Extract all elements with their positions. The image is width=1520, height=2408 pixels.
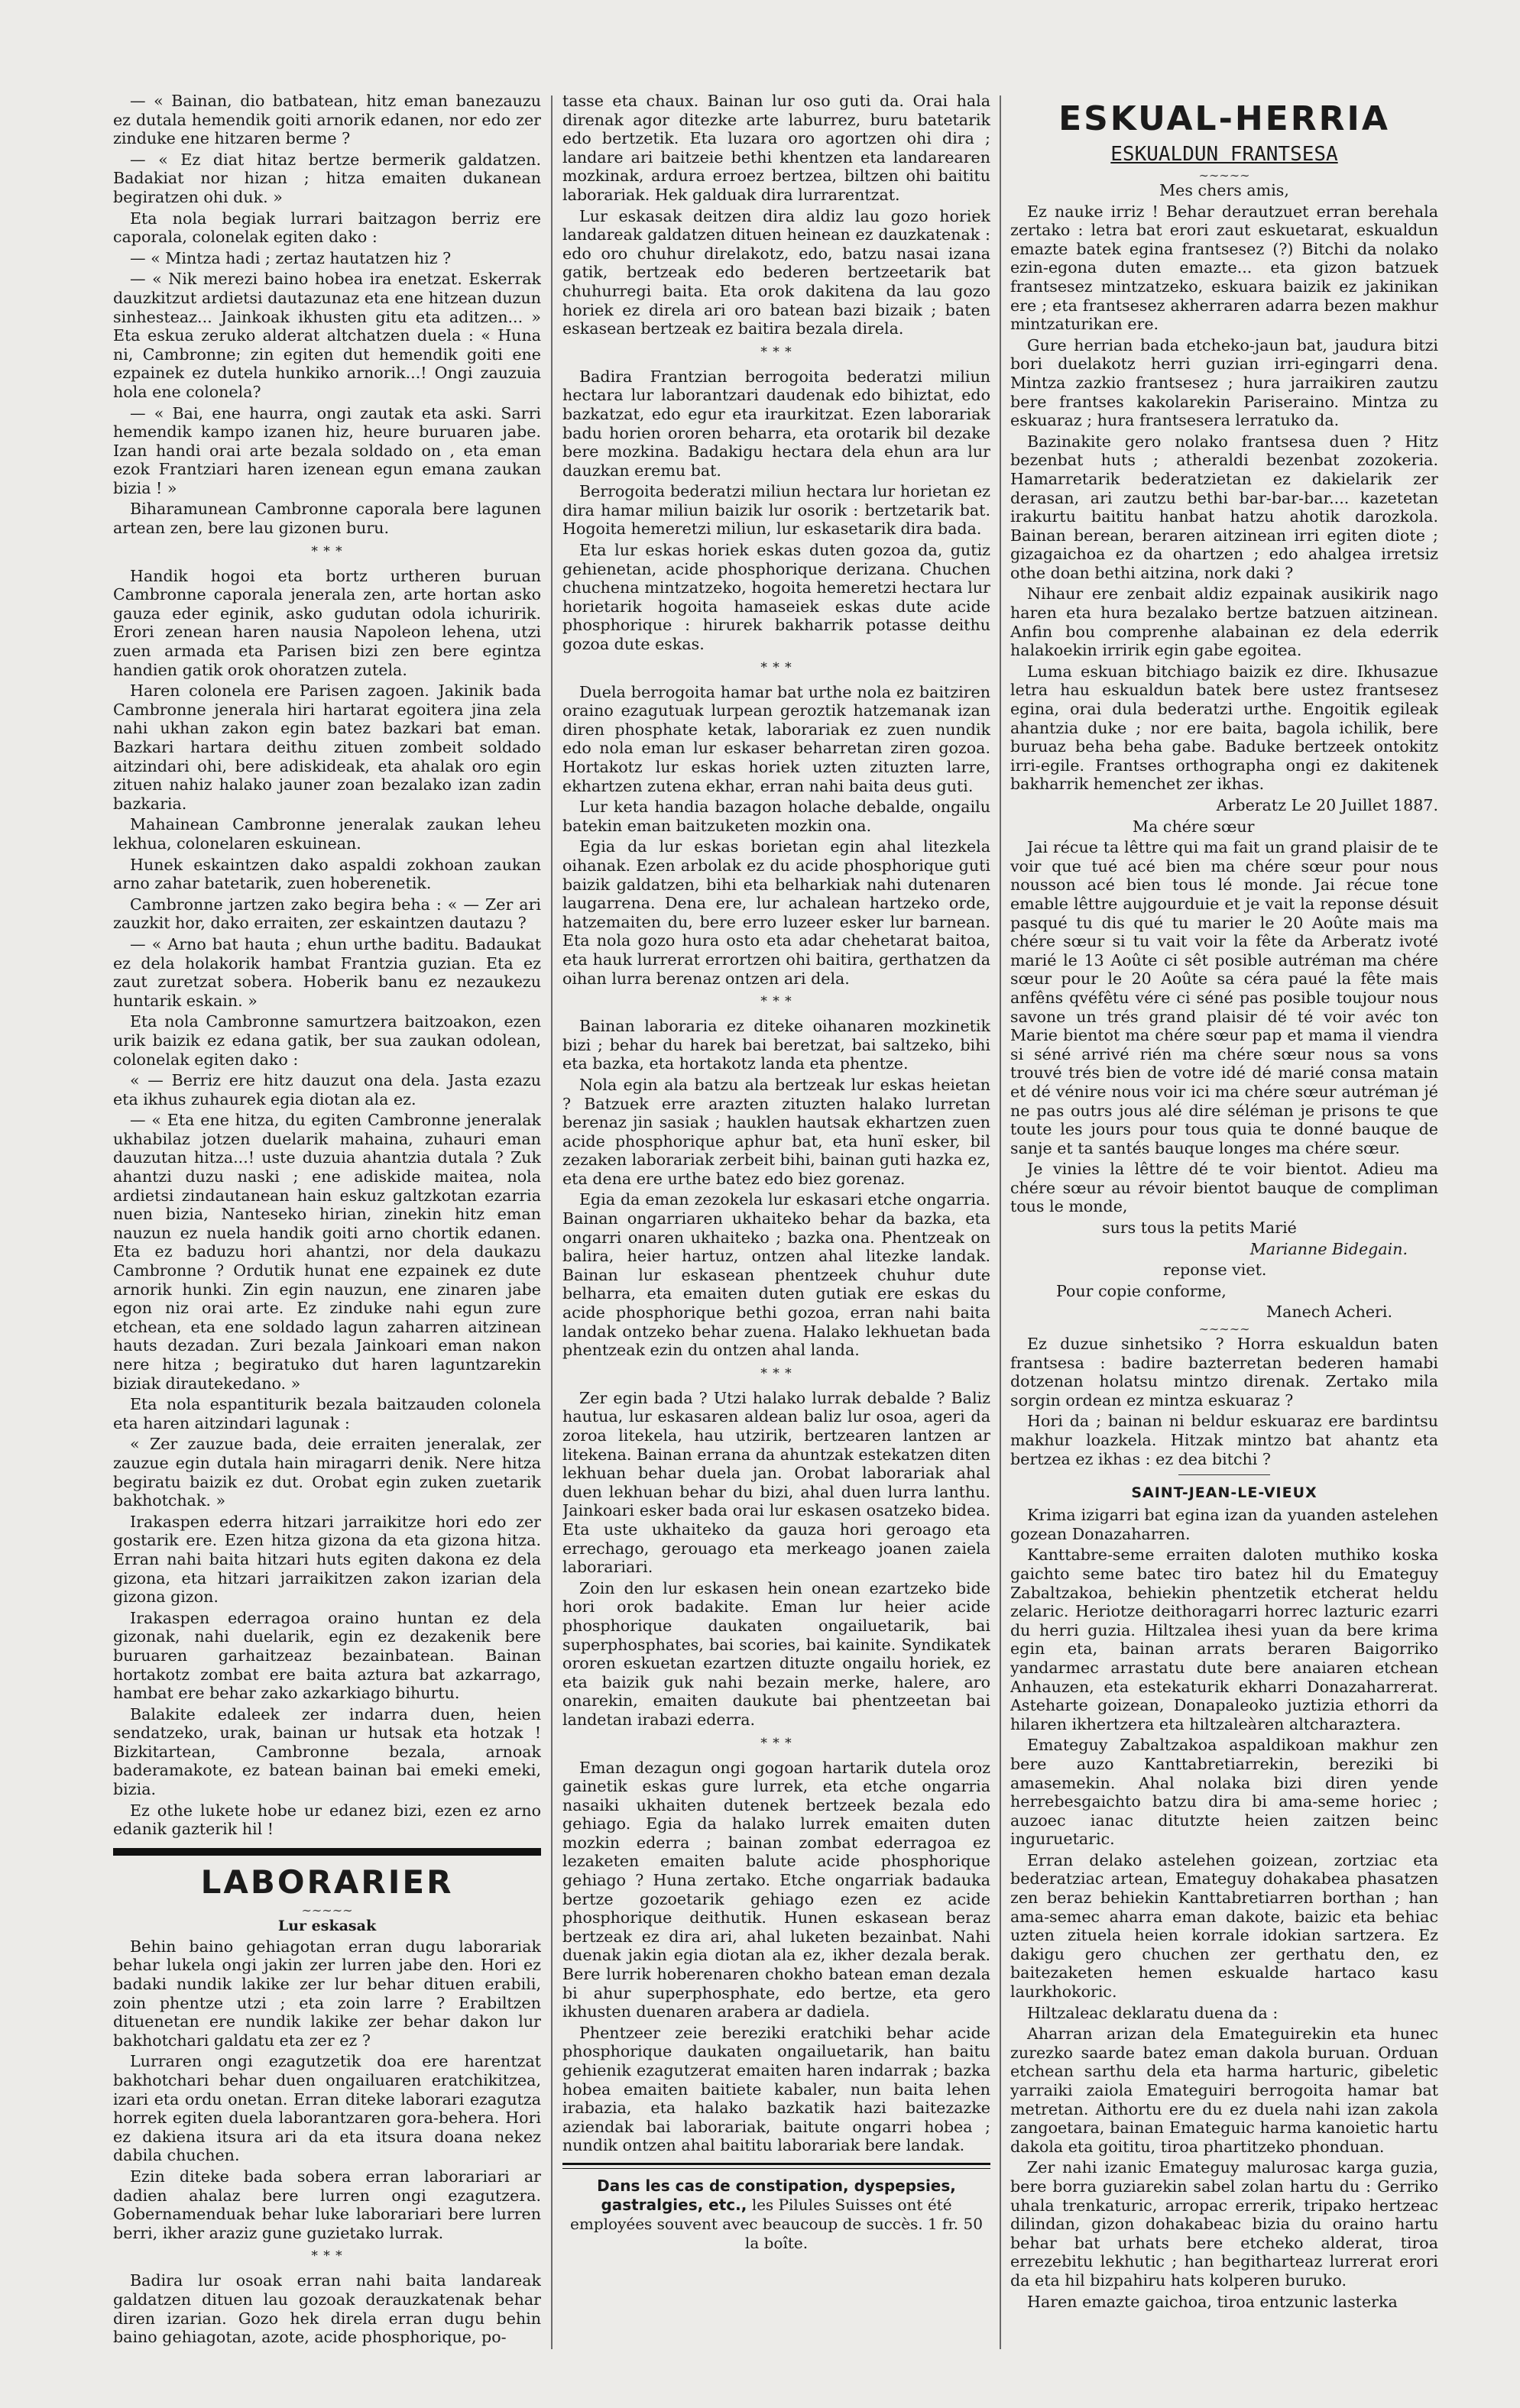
letter-body: Jai récue ta lêttre qui ma fait un grand plaisir de te voir que tué acé bien ma chére sœur pour nous nousson acé bien tous lé monde. Jai récue tone emable lêttre aujgourduie et je vait la reponse désuit pasqué tu dis qué tu marier le 20 Aoûte mais ma chére sœur si tu vait voir la fête da Arberatz ivoté marié le 13 Aoûte ci sêt posible autréman ma chére sœur pour le 20 Aoûte sa céra paué la fête mais anfêns qvéfêtu vére ci séné pas posible toujour nous savone un trés grand plaisir dé té voir avéc ton Marie bientot ma chére sœur pap et mama il viendra si séné arrivé rién ma chére sœur nous sa vons trouvé trés bien de votre idé dé marié consa matain et dé vénire nous voir ici ma chére sœur autréman jé ne pas outrs jous alé dire séléman je prisons te que toute les jours pour tous quia te donné bauque de sanje et ta santés bauque longes ma chére sœur. [1010, 838, 1438, 1157]
paragraph: Luma eskuan bitchiago baizik ez dire. Ikhusazue letra hau eskualdun batek bere ustez frantsesez egina, orai dula bederatzi urthe. Engoitik egileak ahantzia duke ; nor ere baita, bagola ichilik, bere buruaz beha beha gabe. Baduke bertzeek ontokitz irri-egile. Frantses orthographa ongi ez dakitenek bakharrik hemenchet zer ikhas. [1010, 662, 1438, 794]
column-2 [562, 92, 990, 2368]
ornament: ∼∼∼∼∼ [1198, 1322, 1250, 1337]
paragraph: Eman dezagun ongi gogoan hartarik dutela oroz gainetik eskas gure lurrek, eta etche ongarria nasaiki ukhaiten dutenek bertzeek bezala edo gehiago. Egia da halako lurrek emaiten duten mozkin ederra ; bainan zombat ederragoa ez lezaketen emaiten balute acide phosphorique gehiago ? Huna zertako. Etche ongarriak badauka bertze gozoetarik gehiago ezen ez acide phosphorique deithutik. Hunen eskasean beraz bertzeak ez dira ari, ahal luketen bezainbat. Nahi duenak jakin egia diotan ala ez, ikher dezala berak. Bere lurrik hoberenaren chokho batean eman dezala bi ahur superphosphate, edo bertze, eta gero ikhusten duenaren arabera ar dadiela. [562, 1758, 990, 2021]
paragraph: Hori da ; bainan ni beldur eskuaraz ere bardintsu makhur loazkela. Hitzak mintzo bat ahantz eta bertzea ez ikhas : ez dea bitchi ? [1010, 1412, 1438, 1468]
paragraph: Egia da lur eskas borietan egin ahal litezkela oihanak. Ezen arbolak ez du acide phosphorique guti baizik galdatzen, bihi eta belharkiak nahi dutenaren laugarrena. Dena ere, lur achalean hartzeko orde, hatzemaiten du, bere erro luzeer esker lur barnean. Eta nola gozo hura osto eta adar chehetarat baitoa, eta hauk lurrerat errortzen ohi baitira, gerthatzen da oihan lurra berenaz ontzen ari dela. [562, 837, 990, 988]
column-divider [1000, 95, 1001, 2349]
paragraph: — « Mintza hadi ; zertaz hautatzen hiz ? [130, 248, 452, 267]
ad-body: les Pilules Suisses ont été employées souvent avec beaucoup de succès. 1 fr. 50 la boîte. [570, 2195, 983, 2252]
paragraph: — « Bai, ene haurra, ongi zautak eta aski. Sarri hemendik kampo izanen hiz, heure buruaren jabe. Izan handi orai arte bezala soldado on , eta eman ezok Frantziari haren izenean egun emana zaukan bizia ! » [113, 403, 541, 497]
paragraph: Zer nahi izanic Emateguy malurosac karga guzia, bere borra guziarekin sabel zolan hartu du : Gerriko uhala trenkaturic, arropac errerik, tripako hertzeac dilindan, gizon dohakabeac bizia du oraino hartu behar bat urhats bere etcheko alderat, tiroa errezebitu lekhutic ; han begitharteaz lurrerat erori da eta hil bizpahiru hats kolperen buruko. [1010, 2158, 1438, 2290]
section-separator: * * * [760, 659, 792, 675]
paragraph: Irakaspen ederra hitzari jarraikitze hori edo zer gostarik ere. Ezen hitza gizona da eta gizona hitza. Erran nahi baita hitzari huts egiten dakona ez dela gizona, eta hitzari jarraikitzen zakon izarian dela gizona gizon. [113, 1512, 541, 1607]
paragraph: Zer egin bada ? Utzi halako lurrak debalde ? Baliz hautua, lur eskasaren aldean baliz lur osoa, ageri da zoroa litekela, hau utzirik, bertzearen lantzen ar litekena. Bainan errana da ahuntzak estekatzen diten lekhuan behar duela jan. Orobat laborariak ahal duen lekhuan behar du bizi, ahal duen lurra lanthu. Jainkoari esker bada orai lur eskasen osatzeko bidea. Eta uste ukhaiteko da gauza hori geroago eta errechago, gerouago eta merkeago joanen zaiela laborariari. [562, 1388, 990, 1577]
paragraph: Irakaspen ederragoa oraino huntan ez dela gizonak, nahi duelarik, egin ez dezakenik bere buruaren garhaitzeaz bezainbatean. Bainan hortakotz zombat ere baita aztura bat azkarrago, hambat ere behar zako azkarkiago bihurtu. [113, 1608, 541, 1703]
paragraph: Ez duzue sinhetsiko ? Horra eskualdun baten frantsesa : badire bazterretan bederen hamabi dotzenan holatsu mintzo direnak. Zertako mila sorgin ordean ez mintza eskuaraz ? [1010, 1335, 1438, 1410]
paragraph: Lur eskasak deitzen dira aldiz lau gozo horiek landareak galdatzen dituen heinean ez dauzkatenak : edo oro chuhur direlakotz, edo, batzu nasai izana gatik, bertzeak edo bederen bertzeetarik bat chuhurregi baita. Eta orok dakitena da lau gozo horiek ez direla ari oro batean bazi bizaik ; baten eskasean bertzeak ez baitira bezala direla. [562, 206, 990, 338]
ad-headline: Dans les cas de constipation, dyspepsies, gastralgies, etc., [597, 2176, 956, 2214]
paragraph: Handik hogoi eta bortz urtheren buruan Cambronne caporala jenerala zen, arte hortan asko gauza eder eginik, asko gudutan odola ichuririk. Erori zenean haren nausia Napoleon lehena, utzi zuen armada eta Parisen bizi zen bere egintza handien gatik orok ohoratzen zutela. [113, 566, 541, 679]
paragraph: Berrogoita bederatzi miliun hectara lur horietan ez dira hamar miliun baizik lur osorik : bertzetarik bat. Hogoita hemeretzi miliun, lur eskasetarik dira bada. [562, 482, 990, 539]
section-separator: * * * [311, 2248, 343, 2264]
paragraph: Ez othe lukete hobe ur edanez bizi, ezen ez arno edanik gazterik hil ! [113, 1801, 541, 1839]
paragraph: Gure herrian bada etcheko-jaun bat, jaudura bitzi bori duelakotz herri guzian irri-egingarri dena. Mintza zazkio frantsesez ; hura jarraikiren zautzu bere frantses kakolarekin Pariseraino. Mintza zu eskuaraz ; hura frantsesera lerratuko da. [1010, 335, 1438, 430]
paragraph: Ezin diteke bada sobera erran laborariari ar dadien ahalaz bere lurren ongi ezagutzera. Gobernamenduak behar luke laborariari bere lurren berri, ikher araziz gune guzietako lurrak. [113, 2167, 541, 2242]
letter-body: Je vinies la lêttre dé te voir bientot. Adieu ma chére sœur au révoir bientot bauque de compliman tous le monde, [1010, 1160, 1438, 1216]
paragraph: Emateguy Zabaltzakoa aspaldikoan makhur zen bere auzo Kanttabretiarrekin, bereziki bi amasemekin. Ahal nolaka bizi diren yende herrebesgaichto batzu dira bi ama-seme horiec ; auzoec ianac ditutzte heien zaitzen beinc inguruetaric. [1010, 1736, 1438, 1849]
section-rule [1178, 1474, 1270, 1475]
paragraph: — « Arno bat hauta ; ehun urthe baditu. Badaukat ez dela holakorik hambat Frantzia guzian. Eta ez zaut zuretzat sobera. Hoberik banu ez nezaukezu huntarik eskain. » [113, 934, 541, 1010]
paragraph: « Zer zauzue bada, deie erraiten jeneralak, zer zauzue egin dutala hain miragarri denik. Nere hitza begiratu baizik ez dut. Orobat egin zuken zuetarik bakhotchak. » [113, 1435, 541, 1510]
ad-rule [562, 2163, 990, 2169]
paragraph: Aharran arizan dela Emateguirekin eta hunec zurezko saarde batez eman dakola buruan. Orduan etchean sarthu dela eta harma harturic, gibeletic yarraiki zaiola Emateguiri berrogoita hamar bat metretan. Aithortu ere du ez duela nahi izan zakola zangoetara, bainan Emateguic harma kanoietic hartu dakola eta goititu, tiroa phartitzeko phonduan. [1010, 2024, 1438, 2156]
letter-closing: surs tous la petits Marié [1102, 1219, 1297, 1238]
paragraph: Erran delako astelehen goizean, zortziac eta bederatziac artean, Emateguy dohakabea phasatzen zen beraz behiekin Kanttabretiarren borthan ; han ama-semec aharra eman dakote, baizic eta behiac uzten zituela heien korrale idokian sartzera. Ez dakigu gero chuchen zer gerthatu den, ez baitezaketen hemen eskualde hartaco kasu laurkhokoric. [1010, 1850, 1438, 2002]
section-rule [113, 1848, 541, 1856]
paragraph: Nola egin ala batzu ala bertzeak lur eskas heietan ? Batzuek erre arazten zituzten halako lurretan berenaz jin sasiak ; hauklen hautsak ekhartzen zuen acide phosphorique aphur bat, eta hunï esker, bil zezaken laborariak zerbeit bihi, bainan guti hazka ez, eta dena ere urthe batez edo biez gorenaz. [562, 1075, 990, 1188]
paragraph: Bazinakite gero nolako frantsesa duen ? Hitz bezenbat huts ; atheraldi bezenbat zozokeria. Hamarretarik bederatzietan ez dakielarik zer derasan, ari zautzu bethi bar-bar-bar.... kazetetan irakurtu baititu hanbat hatzu ahotik darozkola. Bainan berean, beraren aitzinean irri egiten diote ; gizagaichoa ez da ohartzen ; edo ahalgea irretsiz othe doan bethi aitzina, nork daki ? [1010, 432, 1438, 582]
section-separator: * * * [760, 1365, 792, 1381]
letter-signature: Marianne Bidegain. [1249, 1239, 1408, 1258]
paragraph: — « Ez diat hitaz bertze bermerik galdatzen. Badakiat nor hizan ; hitza emaiten dukanean begiratzen ohi duk. » [113, 150, 541, 206]
paragraph: Eta lur eskas horiek eskas duten gozoa da, gutiz gehienetan, acide phosphorique derizana. Chuchen chuchena mintzatzeko, hogoita hemeretzi hectara lur horietarik hogoita hamaseiek eskas dute acide phosphorique : hirurek bakharrik potasse deithu gozoa dute eskas. [562, 541, 990, 654]
ornament: ∼∼∼∼∼ [1198, 168, 1250, 183]
section-heading: ESKUAL-HERRIA [1058, 99, 1390, 138]
letter-salutation: Ma chére sœur [1133, 817, 1255, 836]
letter-postscript: reponse viet. [1163, 1261, 1267, 1280]
paragraph: Haren colonela ere Parisen zagoen. Jakinik bada Cambronne jenerala hiri hartarat egoitera jina zela nahi ukhan zakon egin batez bazkari bat eman. Bazkari hartara deithu zituen zombeit soldado aitzindari ohi, bere adiskideak, eta ahalak oro egin zituen nahiz halako jauner zoan bezalako izan zadin bazkaria. [113, 681, 541, 813]
paragraph: Bainan laboraria ez diteke oihanaren mozkinetik bizi ; behar du harek bai beretzat, bai saltzeko, bihi eta bazka, eta hortakotz landa eta phentze. [562, 1017, 990, 1073]
column-1 [113, 92, 541, 2368]
advertisement [562, 2177, 990, 2253]
paragraph: Ez nauke irriz ! Behar derautzuet erran berehala zertako : letra bat erori zaut eskuetarat, eskualdun emazte batek egina frantsesez (?) Bitchi da nolako ezin-egona duten emazte... eta gizon batzuek frantsesez mintzatzeko, eskuara baizik ez jakinikan ere ; eta frantsesez akherraren adarra bezen makhur mintzaturikan ere. [1010, 202, 1438, 334]
paragraph: Kanttabre-seme erraiten daloten muthiko koska gaichto seme batec tiro batez hil du Emateguy Zabaltzakoa, behiekin phentzetik etcherat heldu zelaric. Heriotze deithoragarri horrec lazturic ezarri du herri guzia. Hiltzalea ihesi yuan da bere krima egin eta, bainan arrats beraren Baigorriko yandarmec arrastatu dute bere anaiaren etchean Anhauzen, eta estekaturik ekharri Donazaharrerat. Asteharte goizean, Donapaleoko juztizia ethorri da hilaren ikhertzera eta hiltzaleàren altcharaztera. [1010, 1545, 1438, 1733]
copy-signature: Manech Acheri. [1266, 1303, 1392, 1322]
paragraph: Balakite edaleek zer indarra duen, heien sendatzeko, urak, bainan ur hutsak eta hotzak ! Bizkitartean, Cambronne bezala, arnoak baderamakote, ez batean bainan bai emeki emeki, bizia. [113, 1704, 541, 1799]
paragraph: Mahainean Cambronne jeneralak zaukan leheu lekhua, colonelaren eskuinean. [113, 815, 541, 853]
paragraph: — « Eta ene hitza, du egiten Cambronne jeneralak ukhabilaz jotzen duelarik mahaina, zuhauri eman dauzutan hitza...! uste duzuia ahantzia dutala ? Zuk ahantzi duzu naski ; ene adiskide maitea, nola ardietsi zindautanean hain eskuz galtzkotan ezarria nuen bizia, Nanteseko hirian, zinekin hitz eman nauzun ez nuela handik goiti arno chortik edanen. Eta ez baduzu hori ahantzi, nor dela daukazu Cambronne ? Ordutik hunat ene ezpainek ez dute arnorik hunki. Zin egin nauzun, ene zinaren jabe egon niz orai arte. Ez zinduke nahi egun zure etchean, eta ene soldado lagun zaharren aitzinean hauts dezadan. Zuri bezala Jainkoari eman nakon nere hitza ; begiratuko dut haren laguntzarekin biziak dirautekedano. » [113, 1111, 541, 1393]
dateline: Arberatz Le 20 Juillet 1887. [1216, 796, 1438, 814]
paragraph: Duela berrogoita hamar bat urthe nola ez baitziren oraino ezagutuak lurpean geroztik hatzemanak izan diren phosphate ketak, laborariak ez zuen nundik edo nola eman lur eskaser beharretan ziren gozoa. Hortakotz lur eskas horiek uzten zituzten larre, ekhartzen zutena ekhar, erran nahi baita deus guti. [562, 682, 990, 795]
salutation: Mes chers amis, [1159, 181, 1289, 199]
section-separator: * * * [311, 543, 343, 559]
paragraph: Badira lur osoak erran nahi baita landareak galdatzen dituen lau gozoak derauzkatenak behar diren izarian. Gozo hek direla erran dugu behin baino gehiagotan, azote, acide phosphorique, po- [113, 2271, 541, 2347]
section-separator: * * * [760, 1735, 792, 1751]
paragraph: — « Nik merezi baino hobea ira enetzat. Eskerrak dauzkitzut ardietsi dautazunaz eta ene hitzean duzun sinhesteaz... Jainkoak ikhusten gitu eta aditzen... » Eta eskua zeruko alderat altchatzen duela : « Huna ni, Cambronne; zin egiten dut hemendik goiti ene ezpainek ez dutela hunkiko arnorik...! Ongi zauzuia hola ene colonela? [113, 270, 541, 401]
paragraph: Biharamunean Cambronne caporala bere lagunen artean zen, bere lau gizonen buru. [113, 500, 541, 538]
article-title: Lur eskasak [277, 1917, 377, 1934]
paragraph: Egia da eman zezokela lur eskasari etche ongarria. Bainan ongarriaren ukhaiteko behar da bazka, eta ongarri onaren ukhaiteko ; bazka ona. Phentzeak on balira, heier hartuz, ontzen ahal litezke landak. Bainan lur eskasean phentzeek chuhur dute belharra, eta emaiten duten gutiak ere eskas du acide phosphorique bethi gozoa, erran nahi baita landak ontzeko behar zuena. Halako lekhuetan bada phentzeak ezin du ontzen ahal landa. [562, 1190, 990, 1360]
paragraph: Eta nola begiak lurrari baitzagon berriz ere caporala, colonelak egiten dako : [113, 209, 541, 247]
copy-note: Pour copie conforme, [1056, 1281, 1227, 1300]
paragraph: Krima izigarri bat egina izan da yuanden astelehen gozean Donazaharren. [1010, 1506, 1438, 1543]
paragraph: Cambronne jartzen zako begira beha : « — Zer ari zauzkit hor, dako erraiten, zer eskaintzen dautazu ? [113, 895, 541, 933]
paragraph: — « Bainan, dio batbatean, hitz eman banezauzu ez dutala hemendik goiti arnorik edanen, nor edo zer zinduke ene hitzaren berme ? [113, 92, 541, 148]
ornament: ∼∼∼∼∼ [301, 1902, 353, 1918]
paragraph: Badira Frantzian berrogoita bederatzi miliun hectara lur laborantzari daudenak edo bihiztat, edo bazkatzat, edo egur eta iraurkitzat. Ezen laborariak badu horien ororen beharra, eta orotarik bil dezake bere mozkina. Badakigu hectara dela ehun ara lur dauzkan eremu bat. [562, 367, 990, 480]
article-title: SAINT-JEAN-LE-VIEUX [1131, 1484, 1317, 1502]
paragraph: Hiltzaleac deklaratu duena da : [1027, 2003, 1279, 2022]
section-subheading: ESKUALDUN FRANTSESA [1110, 143, 1338, 166]
paragraph: Behin baino gehiagotan erran dugu laborariak behar lukela ongi jakin zer lurren jabe den. Hori ez badaki nundik lakike zer lur behar dituen erabili, zoin phentze utzi ; eta zoin larre ? Erabiltzen dituenetan ere nundik lakike zer behar dakon lur bakhotchari galdatu eta zer ez ? [113, 1937, 541, 2050]
paragraph: Phentzeer zeie bereziki eratchiki behar acide phosphorique daukaten ongailuetarik, han baitu gehienik ezagutzerat emaiten haren indarrak ; bazka hobea emaiten baitiete kabaler, nun baita lehen irabazia, eta halako bazkatik hazi baitezazke aziendak bai laborariak, baitute ongarri hobea ; nundik ontzen ahal baititu laborariak bere landak. [562, 2023, 990, 2155]
paragraph: Hunek eskaintzen dako aspaldi zokhoan zaukan arno zahar batetarik, zuen hoberenetik. [113, 855, 541, 893]
section-separator: * * * [760, 344, 792, 360]
section-separator: * * * [760, 994, 792, 1010]
paragraph: Lurraren ongi ezagutzetik doa ere harentzat bakhotchari behar duen ongailuaren eratchikitzea, izari eta ordu onetan. Erran diteke laborari ezagutza horrek egiten duela laborantzaren gora-behera. Hori ez dakiena itsura ari da eta itsura doana nekez dabila chuchen. [113, 2052, 541, 2165]
paragraph: Eta nola Cambronne samurtzera baitzoakon, ezen urik baizik ez edana gatik, ber sua zaukan odolean, colonelak egiten dako : [113, 1012, 541, 1069]
paragraph: Haren emazte gaichoa, tiroa entzunic lasterka [1027, 2292, 1398, 2311]
paragraph: Nihaur ere zenbait aldiz ezpainak ausikirik nago haren eta hura bezalako bertze batzuen aitzinean. Anfin bou comprenhe alabainan ez dela ederrik halakoekin irririk egin gabe egoitea. [1010, 584, 1438, 660]
paragraph: tasse eta chaux. Bainan lur oso guti da. Orai hala direnak agor ditezke arte laburrez, buru batetarik edo bertzetik. Eta luzara oro agortzen ohi dira ; landare ari baitzeie bethi khentzen eta landarearen mozkinak, ardura erroez bertzea, biltzen ohi baititu laborariak. Hek galduak dira lurrarentzat. [562, 92, 990, 204]
section-heading: LABORARIER [200, 1863, 454, 1901]
paragraph: Lur keta handia bazagon holache debalde, ongailu batekin eman baitzuketen mozkin ona. [562, 798, 990, 835]
paragraph: « — Berriz ere hitz dauzut ona dela. Jasta ezazu eta ikhus zuhaurek egia diotan ala ez. [113, 1071, 541, 1109]
paragraph: Eta nola espantiturik bezala baitzauden colonela eta haren aitzindari lagunak : [113, 1395, 541, 1432]
column-divider [551, 95, 553, 2349]
paragraph: Zoin den lur eskasen hein onean ezartzeko bide hori orok badakite. Eman lur heier acide phosphorique daukaten ongailuetarik, bai superphosphates, bai scories, bai kainite. Syndikatek ororen eskuetan ezartzen dituzte ongailu horiek, ez eta baizik guk nahi bezain merke, halere, aro onarekin, emaiten daukute bai phentzeetan bai landetan irabazi ederra. [562, 1578, 990, 1729]
column-3 [1010, 92, 1438, 2368]
